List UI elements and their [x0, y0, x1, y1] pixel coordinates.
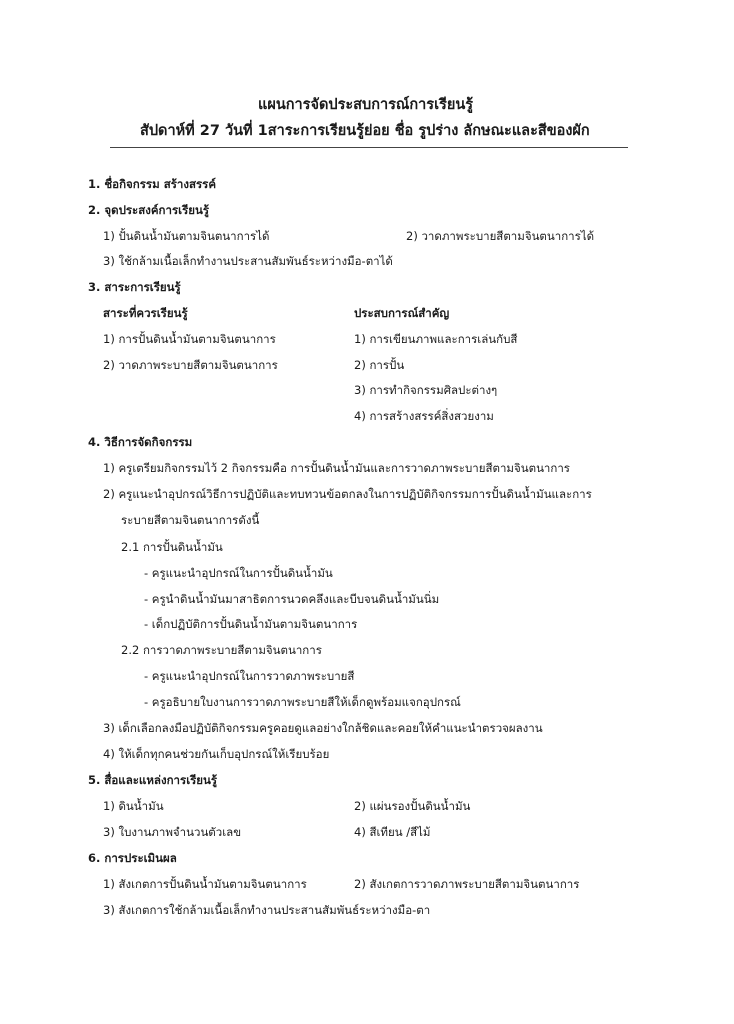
section-5-heading: 5. สื่อและแหล่งการเรียนรู้: [88, 773, 218, 787]
media-item: 1) ดินน้ำมัน: [103, 799, 164, 813]
content-item: 1) การปั้นดินน้ำมันตามจินตนาการ: [103, 332, 276, 346]
sub-activity-heading: 2.2 การวาดภาพระบายสีตามจินตนาการ: [121, 643, 322, 657]
media-item: 2) แผ่นรองปั้นดินน้ำมัน: [354, 799, 471, 813]
experience-item: 4) การสร้างสรรค์สิ่งสวยงาม: [354, 409, 494, 423]
experience-item: 2) การปั้น: [354, 358, 405, 372]
procedure-item: 1) ครูเตรียมกิจกรรมไว้ 2 กิจกรรมคือ การปั้นดินน้ำมันและการวาดภาพระบายสีตามจินตนาการ: [103, 461, 570, 475]
page-title: แผนการจัดประสบการณ์การเรียนรู้: [258, 97, 474, 113]
procedure-item: 2) ครูแนะนำอุปกรณ์วิธีการปฏิบัติและทบทวนข้อตกลงในการปฏิบัติกิจกรรมการปั้นดินน้ำมันและการ: [103, 487, 592, 501]
section-3-heading: 3. สาระการเรียนรู้: [88, 280, 181, 294]
experience-column-heading: ประสบการณ์สำคัญ: [354, 306, 450, 320]
content-column-heading: สาระที่ควรเรียนรู้: [103, 306, 188, 320]
evaluation-item: 1) สังเกตการปั้นดินน้ำมันตามจินตนาการ: [103, 877, 307, 891]
evaluation-item: 3) สังเกตการใช้กล้ามเนื้อเล็กทำงานประสานสัมพันธ์ระหว่างมือ-ตา: [103, 903, 431, 917]
content-item: 2) วาดภาพระบายสีตามจินตนาการ: [103, 358, 278, 372]
media-item: 4) สีเทียน /สีไม้: [354, 825, 431, 839]
procedure-item: 4) ให้เด็กทุกคนช่วยกันเก็บอุปกรณ์ให้เรียบร้อย: [103, 747, 330, 761]
procedure-item: 3) เด็กเลือกลงมือปฏิบัติกิจกรรมครูคอยดูแลอย่างใกล้ชิดและคอยให้คำแนะนำตรวจผลงาน: [103, 721, 543, 735]
experience-item: 3) การทำกิจกรรมศิลปะต่างๆ: [354, 383, 498, 397]
objective-item: 1) ปั้นดินน้ำมันตามจินตนาการได้: [103, 229, 270, 243]
page-subtitle: สัปดาห์ที่ 27 วันที่ 1สาระการเรียนรู้ย่อย ชื่อ รูปร่าง ลักษณะและสีของผัก: [140, 123, 590, 139]
sub-activity-step: - ครูนำดินน้ำมันมาสาธิตการนวดคลึงและบีบจนดินน้ำมันนิ่ม: [144, 592, 440, 606]
evaluation-item: 2) สังเกตการวาดภาพระบายสีตามจินตนาการ: [354, 877, 580, 891]
media-item: 3) ใบงานภาพจำนวนตัวเลข: [103, 825, 242, 839]
sub-activity-step: - เด็กปฏิบัติการปั้นดินน้ำมันตามจินตนาการ: [144, 617, 358, 631]
objective-item: 3) ใช้กล้ามเนื้อเล็กทำงานประสานสัมพันธ์ระหว่างมือ-ตาได้: [103, 254, 393, 268]
header-divider: [110, 147, 628, 148]
sub-activity-step: - ครูแนะนำอุปกรณ์ในการปั้นดินน้ำมัน: [144, 566, 333, 580]
sub-activity-step: - ครูแนะนำอุปกรณ์ในการวาดภาพระบายสี: [144, 669, 355, 683]
procedure-item-continuation: ระบายสีตามจินตนาการดังนี้: [121, 513, 260, 527]
experience-item: 1) การเขียนภาพและการเล่นกับสี: [354, 332, 518, 346]
sub-activity-heading: 2.1 การปั้นดินน้ำมัน: [121, 540, 223, 554]
section-4-heading: 4. วิธีการจัดกิจกรรม: [88, 435, 193, 449]
sub-activity-step: - ครูอธิบายใบงานการวาดภาพระบายสีให้เด็กดูพร้อมแจกอุปกรณ์: [144, 695, 461, 709]
section-2-heading: 2. จุดประสงค์การเรียนรู้: [88, 203, 210, 217]
objective-item: 2) วาดภาพระบายสีตามจินตนาการได้: [406, 229, 595, 243]
section-1-heading: 1. ชื่อกิจกรรม สร้างสรรค์: [88, 177, 217, 191]
section-6-heading: 6. การประเมินผล: [88, 851, 177, 865]
